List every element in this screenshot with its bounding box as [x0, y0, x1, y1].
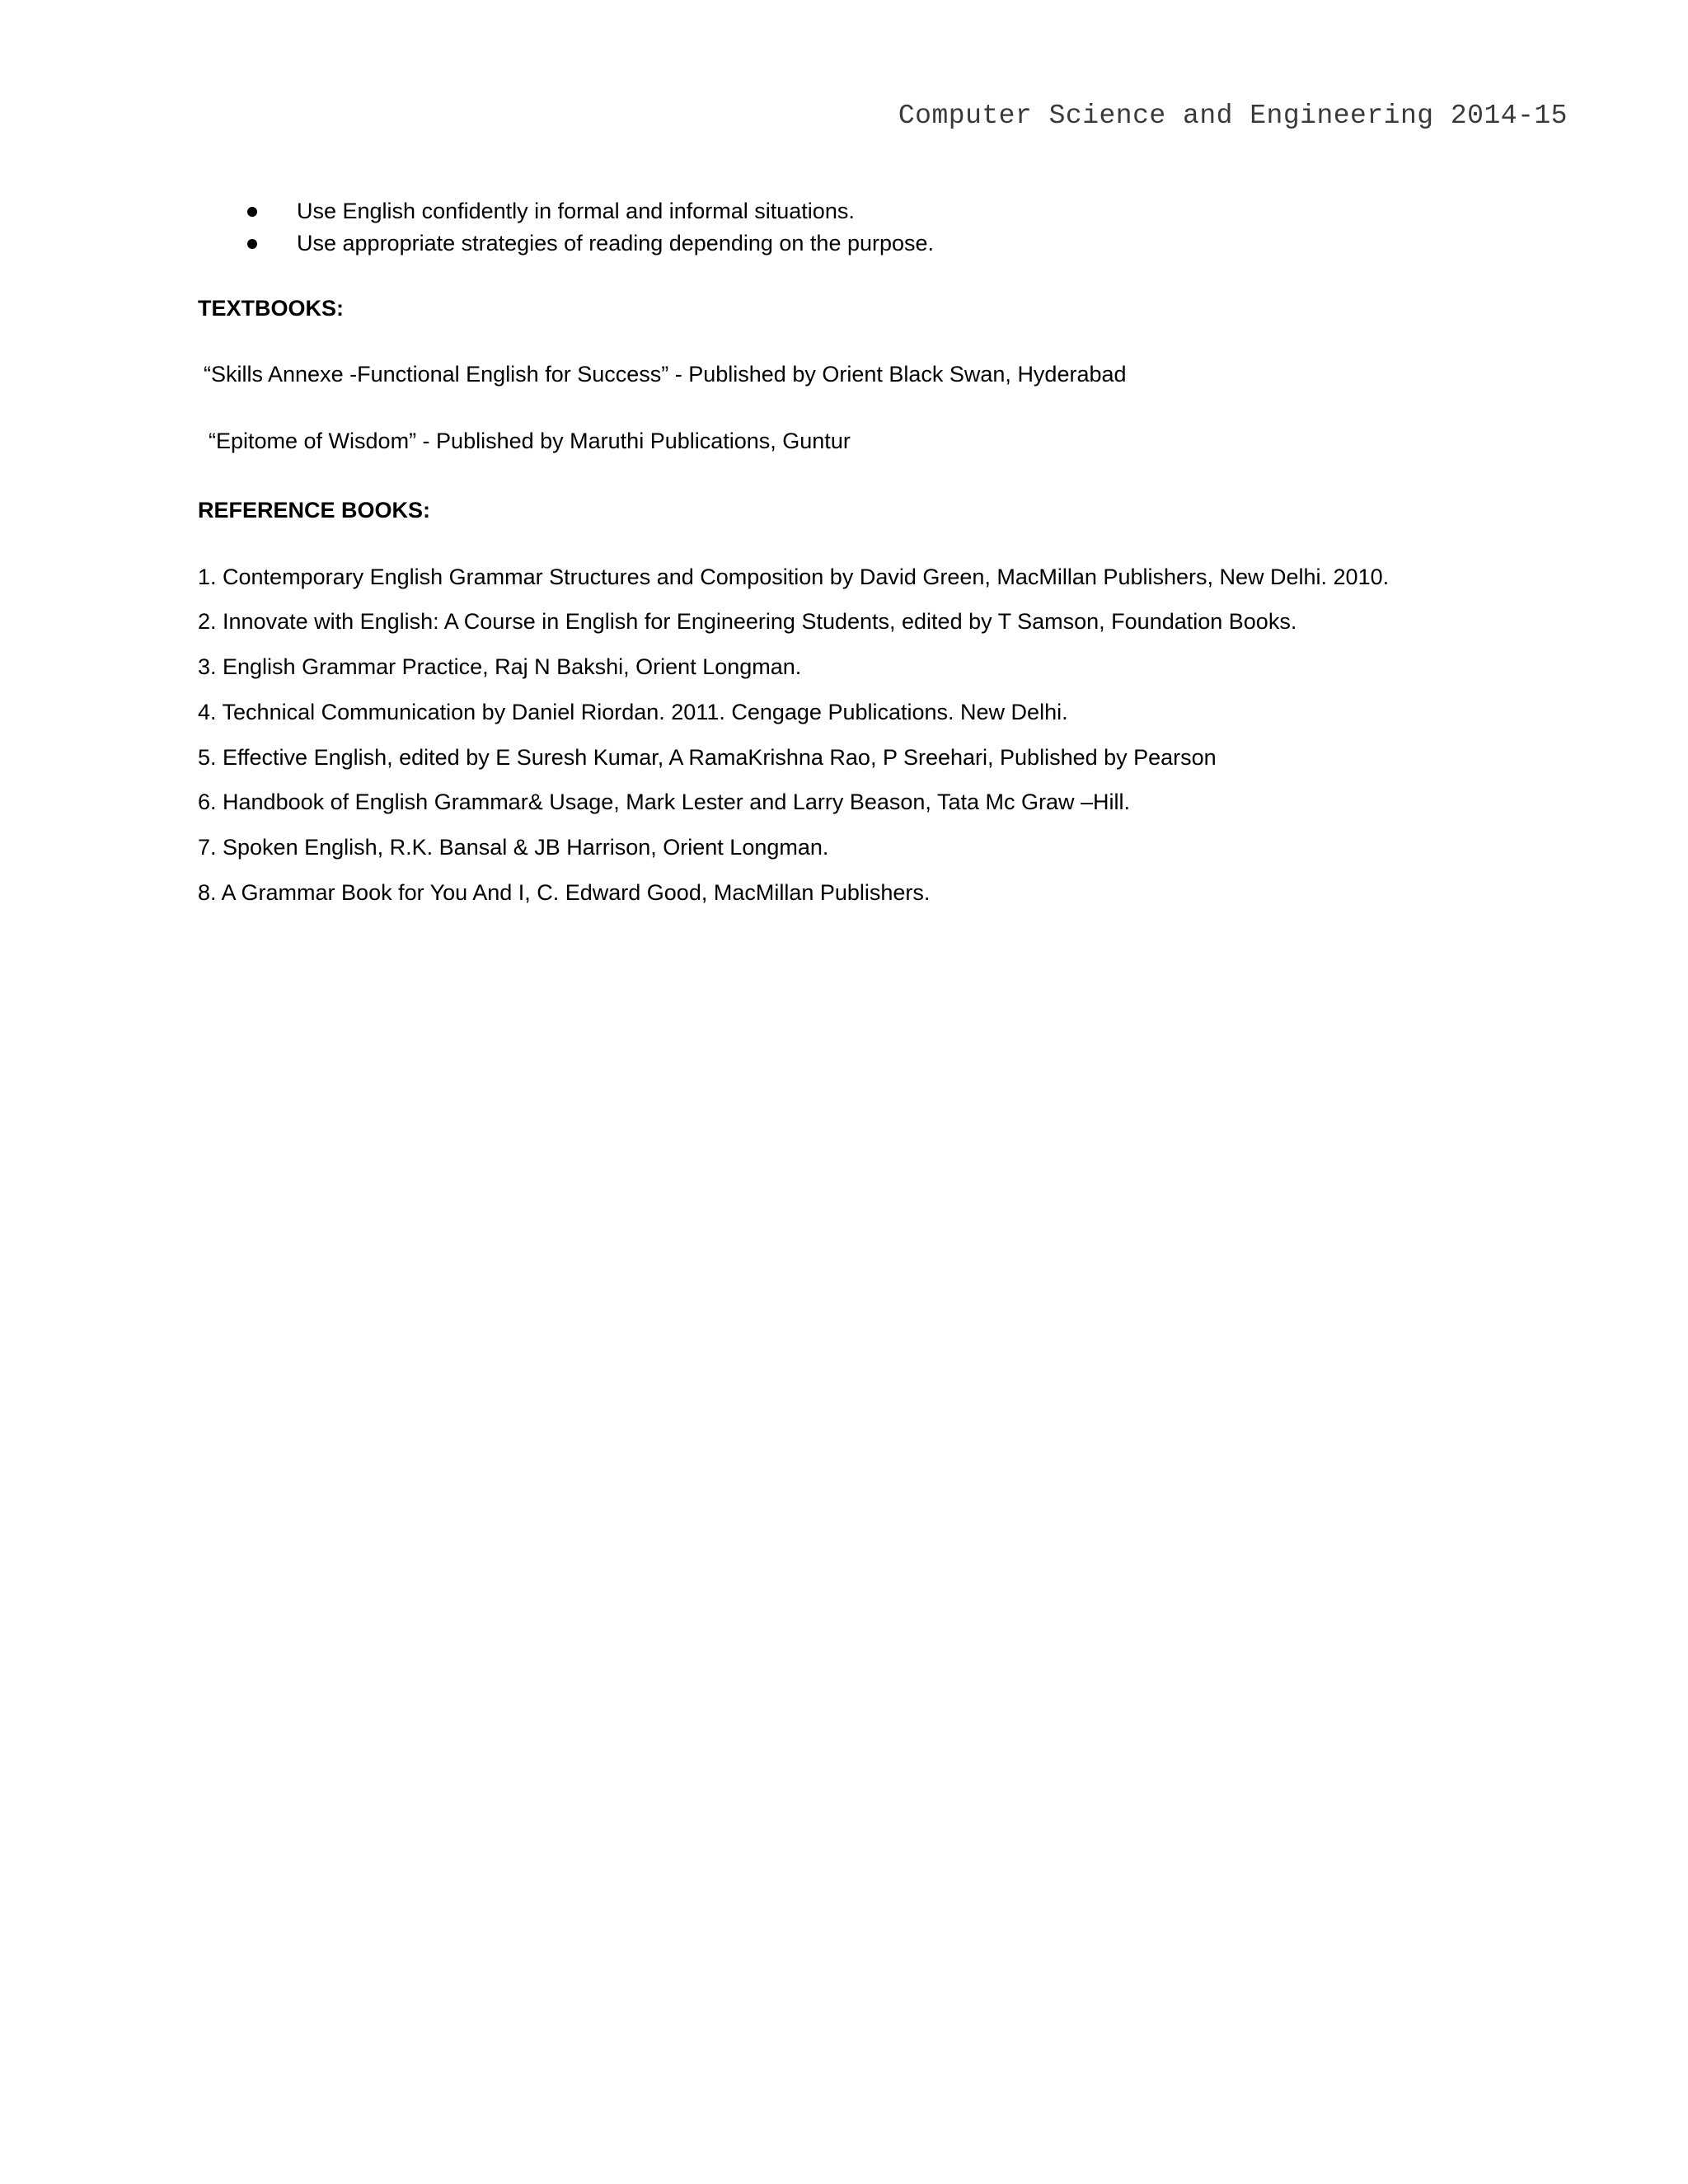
reference-book-item: 2. Innovate with English: A Course in English for Engineering Students, edited by T Samson, Foundation Books.	[198, 609, 1297, 635]
textbook-item: “Epitome of Wisdom” - Published by Maruthi Publications, Guntur	[209, 429, 851, 453]
textbooks-heading: TEXTBOOKS:	[198, 295, 345, 321]
page-header: Computer Science and Engineering 2014-15	[898, 101, 1568, 131]
reference-book-item: 5. Effective English, edited by E Suresh Kumar, A RamaKrishna Rao, P Sreehari, Published by Pearson	[198, 744, 1217, 770]
bullet-item	[198, 230, 1550, 258]
reference-book-item: 7. Spoken English, R.K. Bansal & JB Harrison, Orient Longman.	[198, 835, 829, 860]
bullet-item	[198, 198, 1550, 226]
reference-book-item: 6. Handbook of English Grammar& Usage, Mark Lester and Larry Beason, Tata Mc Graw –Hill.	[198, 790, 1130, 815]
reference-book-item: 1. Contemporary English Grammar Structures and Composition by David Green, MacMillan Publishers, New Delhi. 2010.	[198, 564, 1390, 589]
bullet-text: Use English confidently in formal and informal situations.	[297, 199, 855, 223]
reference-book-item: 4. Technical Communication by Daniel Riordan. 2011. Cengage Publications. New Delhi.	[198, 699, 1068, 724]
outcome-bullet-list	[198, 198, 1550, 258]
bullet-dot-icon	[247, 239, 257, 249]
bullet-text: Use appropriate strategies of reading depending on the purpose.	[297, 230, 935, 255]
bullet-dot-icon	[247, 207, 257, 217]
reference-books-heading: REFERENCE BOOKS:	[198, 497, 431, 523]
reference-book-item: 8. A Grammar Book for You And I, C. Edward Good, MacMillan Publishers.	[198, 879, 931, 905]
page-content	[198, 198, 1550, 925]
reference-book-item: 3. English Grammar Practice, Raj N Bakshi, Orient Longman.	[198, 654, 802, 679]
reference-book-list	[198, 564, 1550, 907]
textbook-item: “Skills Annexe -Functional English for Success” - Published by Orient Black Swan, Hyderabad	[204, 362, 1127, 387]
